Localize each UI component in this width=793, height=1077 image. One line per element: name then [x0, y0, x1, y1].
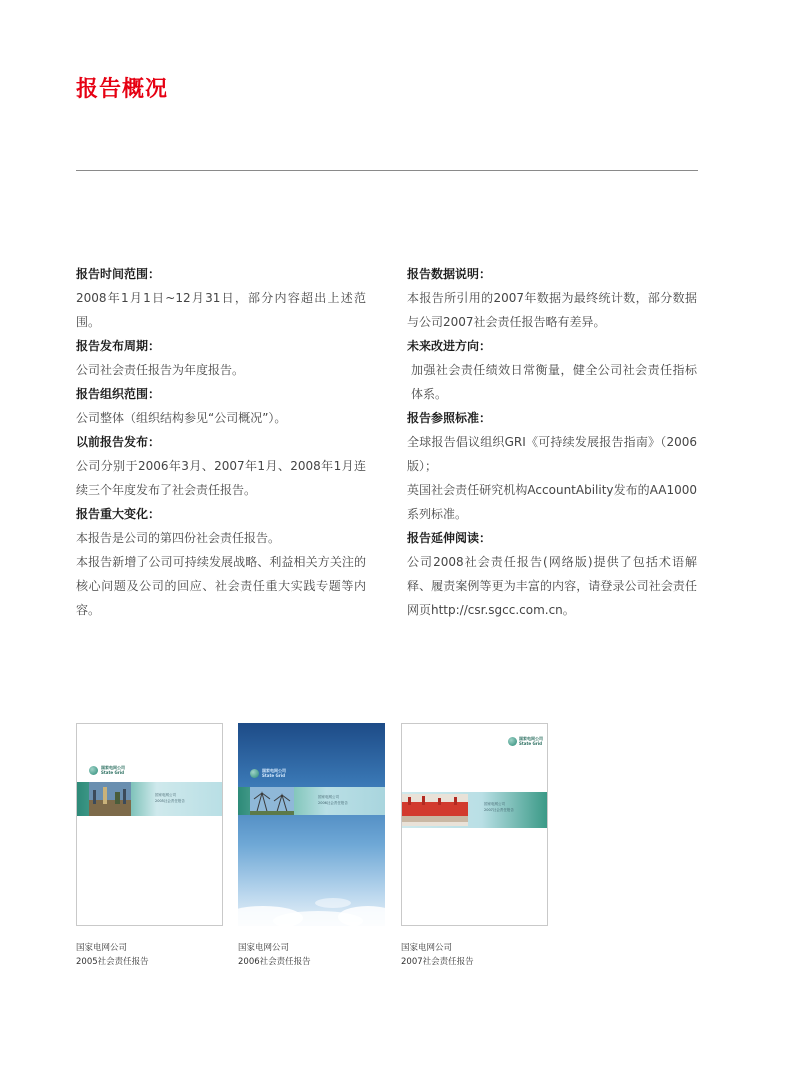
cover-logo-en: State Grid	[101, 770, 124, 775]
section-text: 公司分别于2006年3月、2007年1月、2008年1月连续三个年度发布了社会责任报告。	[76, 459, 366, 497]
section-improvement	[407, 334, 697, 406]
section-heading: 以前报告发布：	[76, 435, 161, 449]
cover-band-report: 2005社会责任报告	[155, 799, 185, 803]
section-text: 加强社会责任绩效日常衡量，健全公司社会责任指标体系。	[411, 363, 697, 401]
section-text: 英国社会责任研究机构AccountAbility发布的AA1000系列标准。	[407, 483, 697, 521]
section-heading: 报告延伸阅读：	[407, 531, 492, 545]
cover-caption-2005	[76, 941, 149, 969]
report-cover-2007	[401, 723, 548, 926]
report-cover-2005	[76, 723, 223, 926]
section-text: 2008年1月1日~12月31日，部分内容超出上述范围。	[76, 291, 366, 329]
left-column	[76, 262, 366, 622]
cover-photo	[402, 794, 468, 826]
page-title: 报告概况	[76, 77, 169, 102]
cover-band-report: 2006社会责任报告	[318, 801, 348, 805]
cover-band-report: 2007社会责任报告	[484, 808, 514, 812]
cover-band-cn: 国家电网公司	[155, 793, 176, 797]
cover-logo-cn: 国家电网公司	[101, 765, 125, 770]
section-standards	[407, 406, 697, 526]
section-text: 本报告所引用的2007年数据为最终统计数，部分数据与公司2007社会责任报告略有差异。	[407, 291, 697, 329]
state-grid-logo-icon	[250, 769, 259, 778]
cover-clouds	[238, 873, 385, 926]
section-heading: 报告数据说明：	[407, 267, 492, 281]
section-heading: 报告组织范围：	[76, 387, 161, 401]
caption-report: 2006社会责任报告	[238, 957, 311, 967]
cover-logo-en: State Grid	[262, 773, 285, 778]
report-cover-2006	[238, 723, 385, 926]
section-heading: 报告参照标准：	[407, 411, 492, 425]
section-heading: 报告时间范围：	[76, 267, 161, 281]
section-text: 公司整体（组织结构参见“公司概况”）。	[76, 411, 287, 425]
section-text: 公司2008社会责任报告(网络版)提供了包括术语解释、履责案例等更为丰富的内容，请登录公司社会责任网页http://csr.sgcc.com.cn。	[407, 555, 697, 617]
caption-org: 国家电网公司	[238, 943, 290, 953]
title-divider	[76, 170, 698, 171]
section-text: 本报告是公司的第四份社会责任报告。	[76, 531, 281, 545]
cover-logo-en: State Grid	[519, 741, 542, 746]
cover-logo-cn: 国家电网公司	[519, 736, 543, 741]
section-text: 全球报告倡议组织GRI《可持续发展报告指南》（2006版）；	[407, 435, 697, 473]
caption-report: 2005社会责任报告	[76, 957, 149, 967]
cover-caption-2007	[401, 941, 474, 969]
state-grid-logo-icon	[508, 737, 517, 746]
right-column	[407, 262, 697, 622]
section-heading: 报告重大变化：	[76, 507, 161, 521]
caption-org: 国家电网公司	[76, 943, 128, 953]
section-heading: 未来改进方向：	[407, 339, 492, 353]
cover-photo	[89, 782, 131, 816]
section-previous-reports	[76, 430, 366, 502]
cover-logo-cn: 国家电网公司	[262, 768, 286, 773]
section-major-changes	[76, 502, 366, 622]
cover-caption-2006	[238, 941, 311, 969]
section-text: 公司社会责任报告为年度报告。	[76, 363, 245, 377]
section-text: 本报告新增了公司可持续发展战略、利益相关方关注的核心问题及公司的回应、社会责任重大实践专题等内容。	[76, 555, 366, 617]
section-heading: 报告发布周期：	[76, 339, 161, 353]
section-report-scope	[76, 382, 366, 430]
section-data-notes	[407, 262, 697, 334]
cover-band-cn: 国家电网公司	[484, 802, 505, 806]
section-report-cycle	[76, 334, 366, 382]
caption-report: 2007社会责任报告	[401, 957, 474, 967]
section-report-period	[76, 262, 366, 334]
section-further-reading	[407, 526, 697, 622]
cover-band-cn: 国家电网公司	[318, 795, 339, 799]
caption-org: 国家电网公司	[401, 943, 453, 953]
state-grid-logo-icon	[89, 766, 98, 775]
cover-photo	[250, 787, 294, 815]
